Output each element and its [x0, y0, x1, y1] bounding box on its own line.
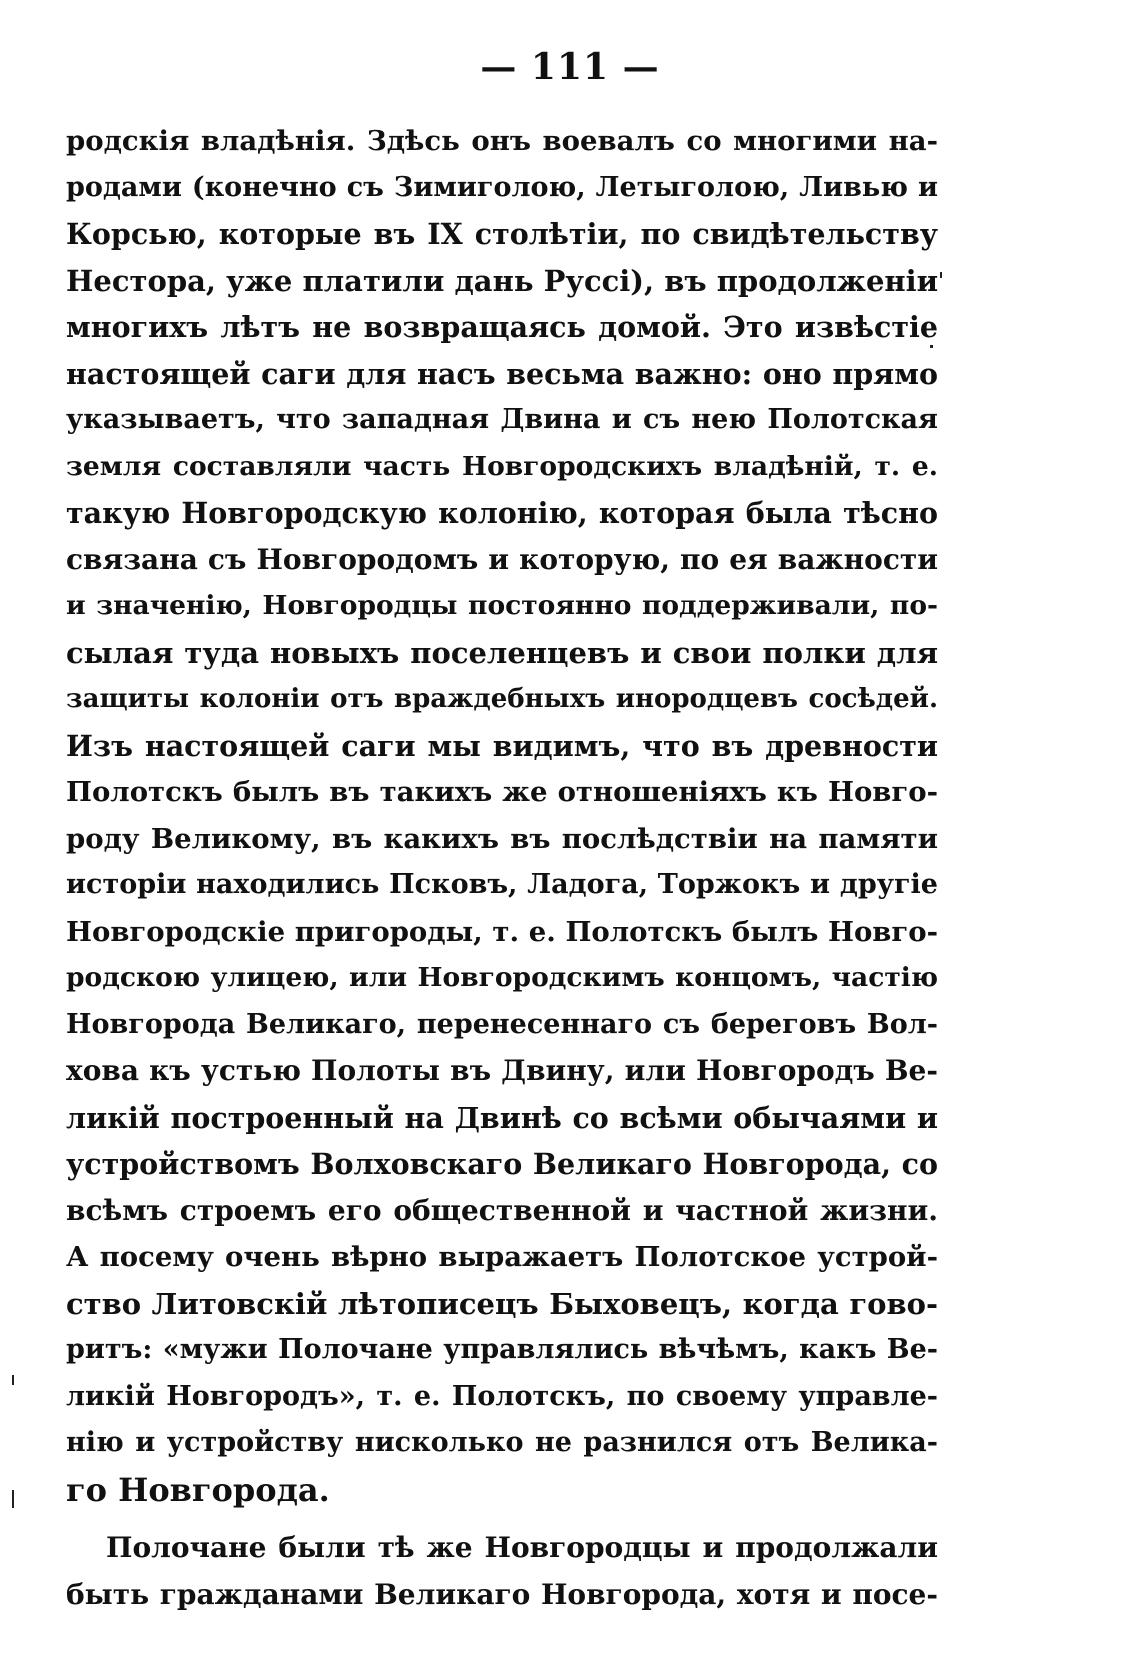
text-line: Новгородскіе пригороды, т. е. Полотскъ былъ Новго-: [66, 915, 938, 948]
text-line: быть гражданами Великаго Новгорода, хотя и посе-: [66, 1577, 938, 1611]
scan-speck: [940, 272, 942, 278]
text-line: родскія владѣнія. Здѣсь онъ воевалъ со многими на-: [66, 125, 938, 157]
paragraph-gap: [66, 1513, 938, 1525]
scan-speck: [12, 1490, 14, 1508]
paragraph: [66, 1525, 938, 1618]
text-line: А посему очень вѣрно выражаетъ Полотское устрой-: [66, 1241, 938, 1273]
text-line: ство Литовскій лѣтописецъ Быховецъ, когда гово-: [66, 1286, 938, 1321]
text-line: исторіи находились Псковъ, Ладога, Торжокъ и другіе: [66, 869, 938, 900]
text-line: Изъ настоящей саги мы видимъ, что въ древности: [66, 728, 938, 763]
text-line: родами (конечно съ Зимиголою, Летыголою, Ливью и: [66, 171, 938, 203]
body-text: [66, 118, 938, 1618]
text-line: нію и устройству нисколько не разнился отъ Велика-: [66, 1427, 938, 1458]
text-line: земля составляли часть Новгородскихъ владѣній, т. е.: [66, 450, 938, 482]
text-line: указываетъ, что западная Двина и съ нею Полотская: [66, 404, 938, 435]
text-line: такую Новгородскую колонію, которая была тѣсно: [66, 496, 938, 530]
text-line: Полочане были тѣ же Новгородцы и продолжали: [106, 1531, 938, 1564]
text-line: сылая туда новыхъ поселенцевъ и свои полки для: [66, 635, 938, 670]
scan-speck: [12, 1375, 14, 1385]
text-line: и значенію, Новгородцы постоянно поддерживали, по-: [66, 590, 938, 621]
text-line: Нестора, уже платили дань Руссі), въ продолженіи: [66, 263, 938, 298]
text-line: Новгорода Великаго, перенесеннаго съ береговъ Вол-: [66, 1008, 938, 1040]
scan-speck: [930, 345, 933, 348]
page-number: — 111 —: [480, 46, 660, 88]
text-line: ликій Новгородъ», т. е. Полотскъ, по своему управле-: [66, 1380, 938, 1412]
text-line: настоящей саги для насъ весьма важно: оно прямо: [66, 356, 938, 391]
text-line: ритъ: «мужи Полочане управлялись вѣчѣмъ, какъ Ве-: [66, 1334, 938, 1365]
text-line: защиты колоніи отъ враждебныхъ инородцевъ сосѣдей.: [66, 684, 938, 714]
text-line: Корсью, которые въ IX столѣтіи, по свидѣтельству: [66, 217, 938, 251]
paragraph: [66, 118, 938, 1513]
text-line: родскою улицею, или Новгородскимъ концомъ, частію: [66, 962, 938, 993]
text-line: роду Великому, въ какихъ въ послѣдствіи на памяти: [66, 822, 938, 855]
text-line: всѣмъ строемъ его общественной и частной жизни.: [66, 1193, 938, 1227]
text-line: связана съ Новгородомъ и которую, по ея важности: [66, 542, 938, 576]
text-line: устройствомъ Волховскаго Великаго Новгорода, со: [66, 1147, 938, 1181]
text-line: Полотскъ былъ въ такихъ же отношеніяхъ къ Новго-: [66, 776, 938, 808]
text-line: многихъ лѣтъ не возвращаясь домой. Это извѣстіе: [66, 310, 938, 344]
text-line: ликій построенный на Двинѣ со всѣми обычаями и: [66, 1100, 938, 1135]
text-line: хова къ устью Полоты въ Двину, или Новгородъ Ве-: [66, 1054, 938, 1087]
text-line: го Новгорода.: [66, 1470, 330, 1509]
